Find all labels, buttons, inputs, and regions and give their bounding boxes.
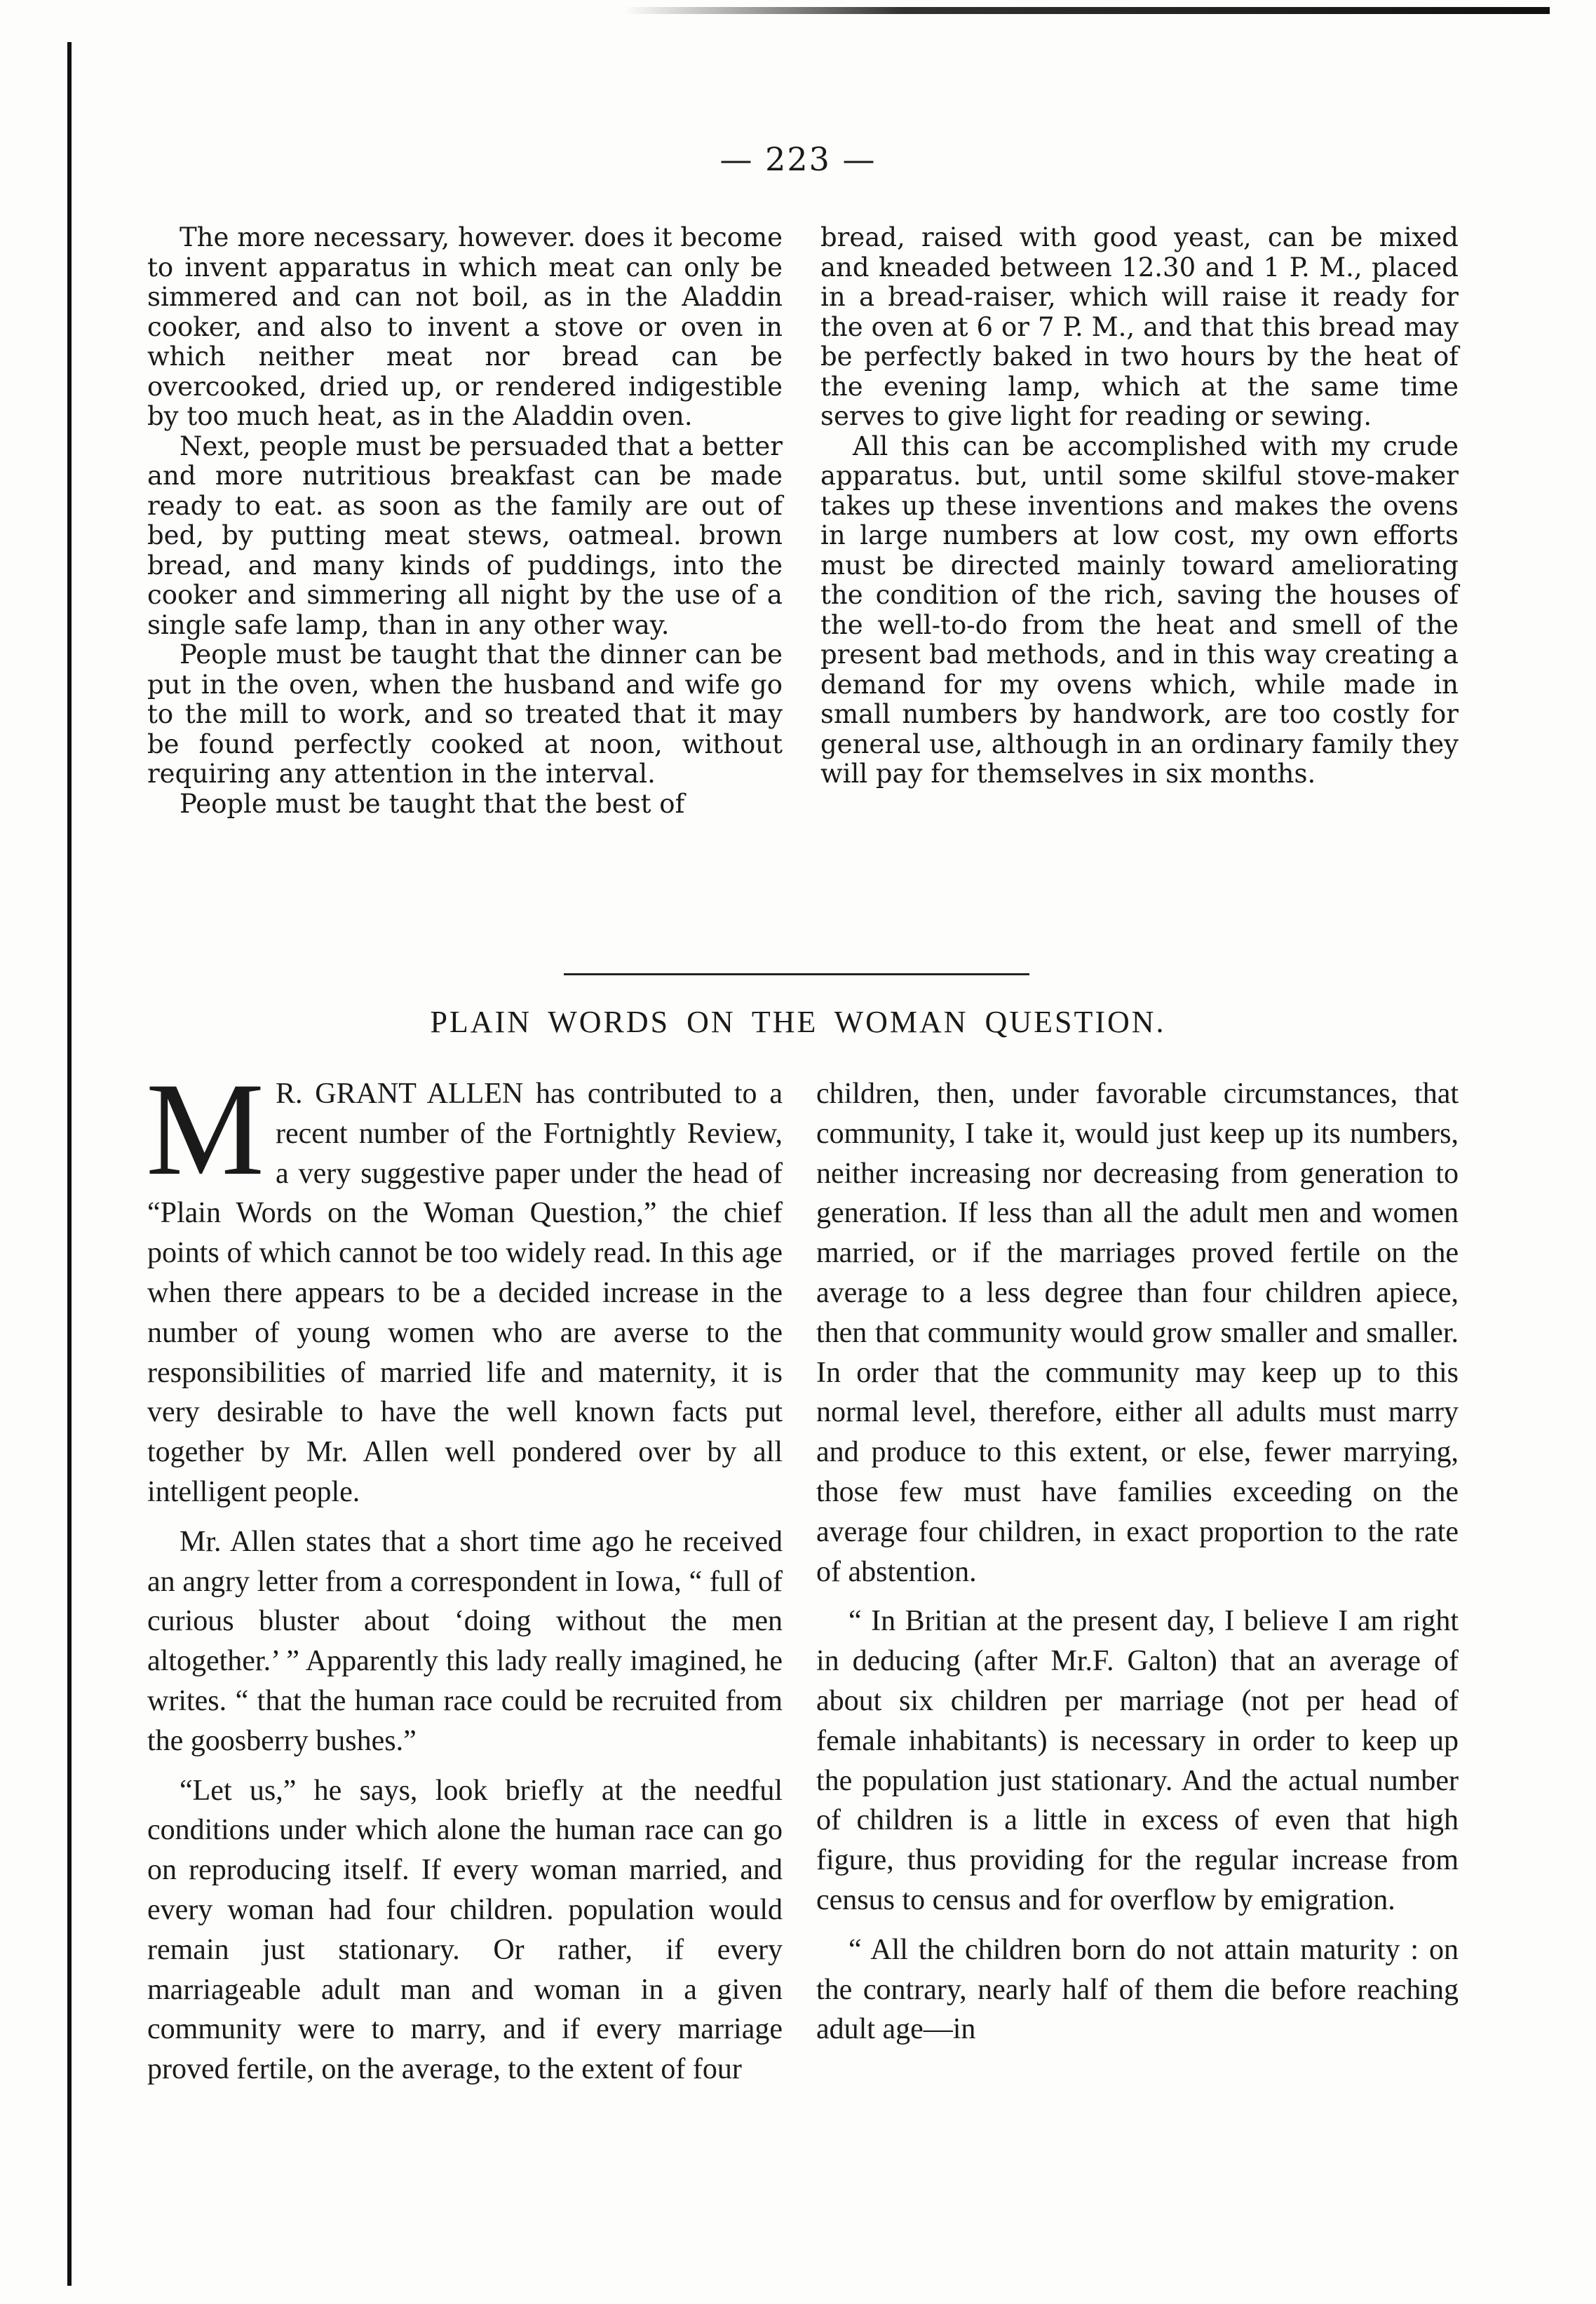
paragraph: All this can be accomplished with my crude apparatus. but, until some skilful stove-maker takes up these inventions and makes the ovens in large numbers at low cost, my own efforts must be directed mainly toward ameliorating the condition of the rich, saving the houses of the well-to-do from the heat and smell of the present bad methods, and in this way creating a demand for my ovens which, while made in small numbers by handwork, are too costly for general use, although in an ordinary family they will pay for themselves in six months.: [820, 431, 1459, 789]
section-divider: [564, 973, 1029, 975]
article-title: PLAIN WORDS ON THE WOMAN QUESTION.: [430, 1005, 1166, 1039]
paragraph: “ In Britian at the present day, I believe I am right in deducing (after Mr.F. Galton) that an average of about six children per marriage (not per head of female inhabitants) is necessary in order to keep up the population just stationary. And the actual number of children is a little in excess of even that high figure, thus providing for the regular increase from census to census and for overflow by emigration.: [816, 1605, 1459, 1916]
paragraph: [146, 1056, 783, 1512]
paragraph: Next, people must be persuaded that a better and more nutritious breakfast can be made ready to eat. as soon as the family are out of bed, by putting meat stews, oatmeal. brown bread, and many kinds of puddings, into the cooker and simmering all night by the use of a single safe lamp, than in any other way.: [147, 431, 783, 640]
page-number: — 223 —: [719, 140, 877, 178]
paragraph: Mr. Allen states that a short time ago he received an angry letter from a correspondent in Iowa, “ full of curious bluster about ‘doing without the men altogether.’ ” Apparently this lady really imagined, he writes. “ that the human race could be recruited from the goosberry bushes.”: [147, 1525, 783, 1757]
paragraph-text: R. GRANT ALLEN has contributed to a recent number of the Fortnightly Review, a very suggestive paper under the head of “Plain Words on the Woman Question,” the chief points of which cannot be too widely read. In this age when there appears to be a decided increase in the number of young women who are averse to the responsibilities of married life and maternity, it is very desirable to have the well known facts put together by Mr. Allen well pondered over by all intelligent people.: [147, 1078, 783, 1508]
paragraph: People must be taught that the best of: [180, 788, 685, 819]
article-right-column: [816, 1074, 1459, 2049]
top-article-right-column: [820, 223, 1459, 790]
drop-cap: M: [146, 1056, 264, 1203]
paragraph: People must be taught that the dinner can be put in the oven, when the husband and wife go to the mill to work, and so treated that it may be found perfectly cooked at noon, without requiring any attention in the interval.: [147, 639, 783, 789]
paragraph: bread, raised with good yeast, can be mixed and kneaded between 12.30 and 1 P. M., placed in a bread-raiser, which will raise it ready for the oven at 6 or 7 P. M., and that this bread may be perfectly baked in two hours by the heat of the evening lamp, which at the same time serves to give light for reading or sewing.: [820, 222, 1459, 431]
binding-edge: [67, 42, 72, 2286]
paragraph: “ All the children born do not attain maturity : on the contrary, nearly half of them die before reaching adult age—in: [816, 1933, 1459, 2046]
paragraph: The more necessary, however. does it become to invent apparatus in which meat can only be simmered and can not boil, as in the Aladdin cooker, and also to invent a stove or oven in which neither meat nor bread can be overcooked, dried up, or rendered indigestible by too much heat, as in the Aladdin oven.: [147, 222, 783, 431]
paragraph: “Let us,” he says, look briefly at the needful conditions under which alone the human race can go on reproducing itself. If every woman married, and every woman had four children. population would remain just stationary. Or rather, if every marriageable adult man and woman in a given community were to marry, and if every marriage proved fertile, on the average, to the extent of four: [147, 1774, 783, 2086]
paragraph: children, then, under favorable circumstances, that community, I take it, would just keep up its numbers, neither increasing nor decreasing from generation to generation. If less than all the adult men and women married, or if the marriages proved fertile on the average to a less degree than four children apiece, then that community would grow smaller and smaller. In order that the community may keep up to this normal level, therefore, either all adults must marry and produce to this extent, or else, fewer marrying, those few must have families exceeding on the average four children, in exact proportion to the rate of abstention.: [816, 1078, 1459, 1588]
top-article-left-column: [147, 223, 783, 819]
top-rule: [624, 7, 1550, 14]
article-left-column: [146, 1056, 783, 2089]
